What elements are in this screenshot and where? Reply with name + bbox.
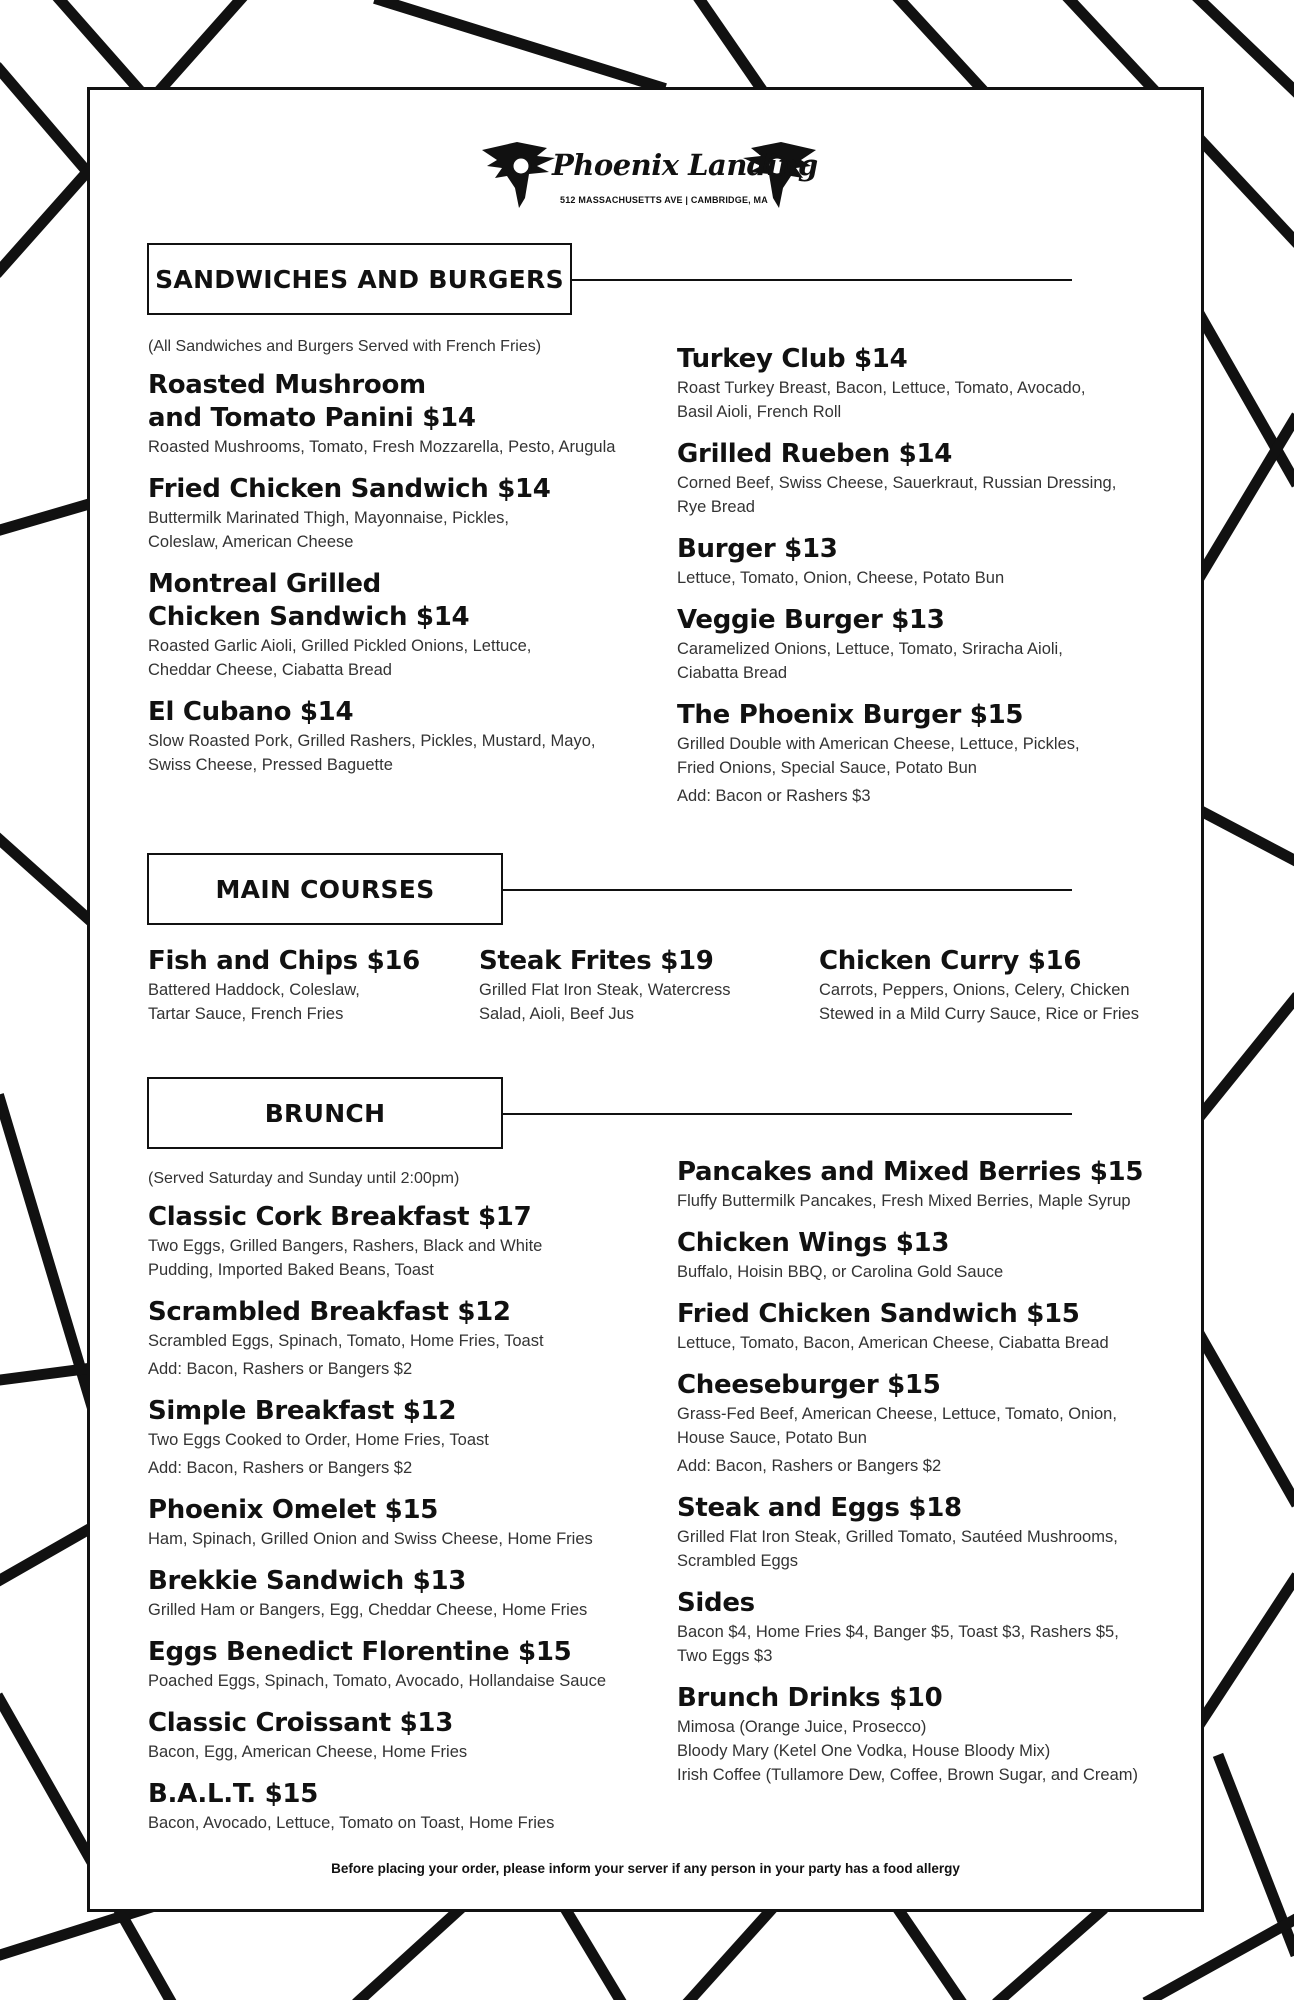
menu-item-addon: Add: Bacon, Rashers or Bangers $2 xyxy=(677,1457,942,1475)
menu-item-title: Grilled Rueben $14 xyxy=(677,439,953,469)
mains-column-2 xyxy=(479,945,799,1040)
menu-item-title: Brekkie Sandwich $13 xyxy=(148,1566,467,1596)
menu-item xyxy=(148,1296,648,1381)
menu-item-title: Steak and Eggs $18 xyxy=(677,1493,962,1523)
menu-item-title: Simple Breakfast $12 xyxy=(148,1396,457,1426)
sandwiches-note: (All Sandwiches and Burgers Served with French Fries) xyxy=(148,338,542,355)
menu-item-description: Caramelized Onions, Lettuce, Tomato, Sriracha Aioli, Ciabatta Bread xyxy=(677,640,1063,682)
menu-item-title: Brunch Drinks $10 xyxy=(677,1683,943,1713)
menu-item-description: Scrambled Eggs, Spinach, Tomato, Home Fries, Toast xyxy=(148,1332,544,1350)
section-rule xyxy=(503,1113,1072,1115)
menu-item-description: Fluffy Buttermilk Pancakes, Fresh Mixed Berries, Maple Syrup xyxy=(677,1192,1131,1210)
menu-item xyxy=(677,1492,1177,1573)
section-header-main-courses: MAIN COURSES xyxy=(147,853,503,925)
menu-item-title: The Phoenix Burger $15 xyxy=(677,700,1024,730)
menu-item xyxy=(677,438,1177,519)
menu-item-description: Lettuce, Tomato, Bacon, American Cheese, Ciabatta Bread xyxy=(677,1334,1109,1352)
menu-item xyxy=(148,945,468,1026)
sandwiches-left-column xyxy=(148,337,648,791)
menu-item-title: Chicken Wings $13 xyxy=(677,1228,950,1258)
menu-item xyxy=(677,1682,1177,1787)
allergy-notice: Before placing your order, please inform your server if any person in your party has a food allergy xyxy=(331,1861,960,1876)
menu-item xyxy=(148,473,648,554)
menu-item-description: Roasted Garlic Aioli, Grilled Pickled Onions, Lettuce, Cheddar Cheese, Ciabatta Bread xyxy=(148,637,532,679)
menu-item-title: Montreal Grilled Chicken Sandwich $14 xyxy=(148,569,470,632)
menu-item-title: B.A.L.T. $15 xyxy=(148,1779,319,1809)
menu-item-description: Mimosa (Orange Juice, Prosecco) Bloody Mary (Ketel One Vodka, House Bloody Mix) Irish Coffee (Tullamore Dew, Coffee, Brown Sugar, and Cream) xyxy=(677,1718,1138,1784)
section-header-brunch: BRUNCH xyxy=(147,1077,503,1149)
menu-item-title: Classic Cork Breakfast $17 xyxy=(148,1202,532,1232)
menu-item-title: Fried Chicken Sandwich $14 xyxy=(148,474,551,504)
menu-item-addon: Add: Bacon or Rashers $3 xyxy=(677,787,871,805)
menu-item xyxy=(148,1778,648,1835)
menu-item-title: Veggie Burger $13 xyxy=(677,605,945,635)
menu-item-description: Two Eggs Cooked to Order, Home Fries, Toast xyxy=(148,1431,489,1449)
menu-item xyxy=(677,1369,1177,1478)
menu-item-title: Turkey Club $14 xyxy=(677,344,908,374)
menu-item xyxy=(148,568,648,682)
menu-item xyxy=(677,1298,1177,1355)
menu-item-description: Buttermilk Marinated Thigh, Mayonnaise, Pickles, Coleslaw, American Cheese xyxy=(148,509,510,551)
section-rule xyxy=(503,889,1072,891)
menu-item-title: Burger $13 xyxy=(677,534,838,564)
menu-item-description: Bacon $4, Home Fries $4, Banger $5, Toast $3, Rashers $5, Two Eggs $3 xyxy=(677,1623,1119,1665)
menu-item-description: Two Eggs, Grilled Bangers, Rashers, Black and White Pudding, Imported Baked Beans, Toast xyxy=(148,1237,543,1279)
menu-item-title: Eggs Benedict Florentine $15 xyxy=(148,1637,572,1667)
menu-item-title: Scrambled Breakfast $12 xyxy=(148,1297,511,1327)
menu-item xyxy=(148,1494,648,1551)
menu-item-description: Buffalo, Hoisin BBQ, or Carolina Gold Sauce xyxy=(677,1263,1004,1281)
menu-page xyxy=(87,87,1204,1912)
menu-item-description: Poached Eggs, Spinach, Tomato, Avocado, Hollandaise Sauce xyxy=(148,1672,607,1690)
menu-item xyxy=(677,604,1177,685)
menu-item xyxy=(677,1227,1177,1284)
menu-item-description: Grilled Flat Iron Steak, Watercress Salad, Aioli, Beef Jus xyxy=(479,981,731,1023)
menu-item-description: Bacon, Avocado, Lettuce, Tomato on Toast, Home Fries xyxy=(148,1814,555,1832)
menu-item-description: Carrots, Peppers, Onions, Celery, Chicken Stewed in a Mild Curry Sauce, Rice or Fries xyxy=(819,981,1140,1023)
mains-column-1 xyxy=(148,945,468,1040)
menu-item-title: El Cubano $14 xyxy=(148,697,354,727)
menu-item-description: Corned Beef, Swiss Cheese, Sauerkraut, Russian Dressing, Rye Bread xyxy=(677,474,1117,516)
menu-item-description: Roasted Mushrooms, Tomato, Fresh Mozzarella, Pesto, Arugula xyxy=(148,438,616,456)
restaurant-name: Phoenix Landing xyxy=(552,148,818,182)
menu-item xyxy=(148,1565,648,1622)
restaurant-address: 512 MASSACHUSETTS AVE | CAMBRIDGE, MA xyxy=(560,195,768,205)
brunch-left-column xyxy=(148,1169,648,1849)
menu-item-description: Grilled Ham or Bangers, Egg, Cheddar Cheese, Home Fries xyxy=(148,1601,588,1619)
mains-column-3 xyxy=(819,945,1159,1040)
brunch-note: (Served Saturday and Sunday until 2:00pm) xyxy=(148,1170,460,1187)
menu-item xyxy=(677,1156,1177,1213)
menu-item xyxy=(819,945,1159,1026)
menu-item-description: Lettuce, Tomato, Onion, Cheese, Potato Bun xyxy=(677,569,1005,587)
menu-item-description: Ham, Spinach, Grilled Onion and Swiss Cheese, Home Fries xyxy=(148,1530,593,1548)
menu-item-title: Sides xyxy=(677,1588,755,1618)
menu-item xyxy=(148,1636,648,1693)
menu-item-description: Battered Haddock, Coleslaw, Tartar Sauce, French Fries xyxy=(148,981,360,1023)
menu-item xyxy=(148,1395,648,1480)
menu-item xyxy=(148,1707,648,1764)
menu-item-description: Slow Roasted Pork, Grilled Rashers, Pickles, Mustard, Mayo, Swiss Cheese, Pressed Baguette xyxy=(148,732,596,774)
menu-item-description: Grass-Fed Beef, American Cheese, Lettuce, Tomato, Onion, House Sauce, Potato Bun xyxy=(677,1405,1117,1447)
menu-item-description: Grilled Flat Iron Steak, Grilled Tomato, Sautéed Mushrooms, Scrambled Eggs xyxy=(677,1528,1118,1570)
section-rule xyxy=(572,279,1072,281)
menu-item-title: Steak Frites $19 xyxy=(479,946,714,976)
menu-item xyxy=(677,343,1177,424)
section-header-sandwiches: SANDWICHES AND BURGERS xyxy=(147,243,572,315)
menu-item-addon: Add: Bacon, Rashers or Bangers $2 xyxy=(148,1459,413,1477)
menu-item-description: Bacon, Egg, American Cheese, Home Fries xyxy=(148,1743,468,1761)
menu-item xyxy=(148,696,648,777)
menu-item xyxy=(148,369,648,459)
menu-item-description: Grilled Double with American Cheese, Lettuce, Pickles, Fried Onions, Special Sauce, Potato Bun xyxy=(677,735,1080,777)
menu-item-addon: Add: Bacon, Rashers or Bangers $2 xyxy=(148,1360,413,1378)
menu-item-title: Fried Chicken Sandwich $15 xyxy=(677,1299,1080,1329)
menu-item-title: Cheeseburger $15 xyxy=(677,1370,941,1400)
menu-item-description: Roast Turkey Breast, Bacon, Lettuce, Tomato, Avocado, Basil Aioli, French Roll xyxy=(677,379,1086,421)
menu-item-title: Roasted Mushroom and Tomato Panini $14 xyxy=(148,370,476,433)
menu-item xyxy=(677,699,1177,808)
menu-item-title: Pancakes and Mixed Berries $15 xyxy=(677,1157,1144,1187)
menu-item-title: Classic Croissant $13 xyxy=(148,1708,454,1738)
menu-item-title: Phoenix Omelet $15 xyxy=(148,1495,439,1525)
menu-item-title: Fish and Chips $16 xyxy=(148,946,420,976)
sandwiches-right-column xyxy=(677,343,1177,822)
brunch-right-column xyxy=(677,1156,1177,1801)
menu-item-title: Chicken Curry $16 xyxy=(819,946,1082,976)
menu-item xyxy=(479,945,799,1026)
menu-item xyxy=(148,1201,648,1282)
menu-item xyxy=(677,533,1177,590)
menu-item xyxy=(677,1587,1177,1668)
